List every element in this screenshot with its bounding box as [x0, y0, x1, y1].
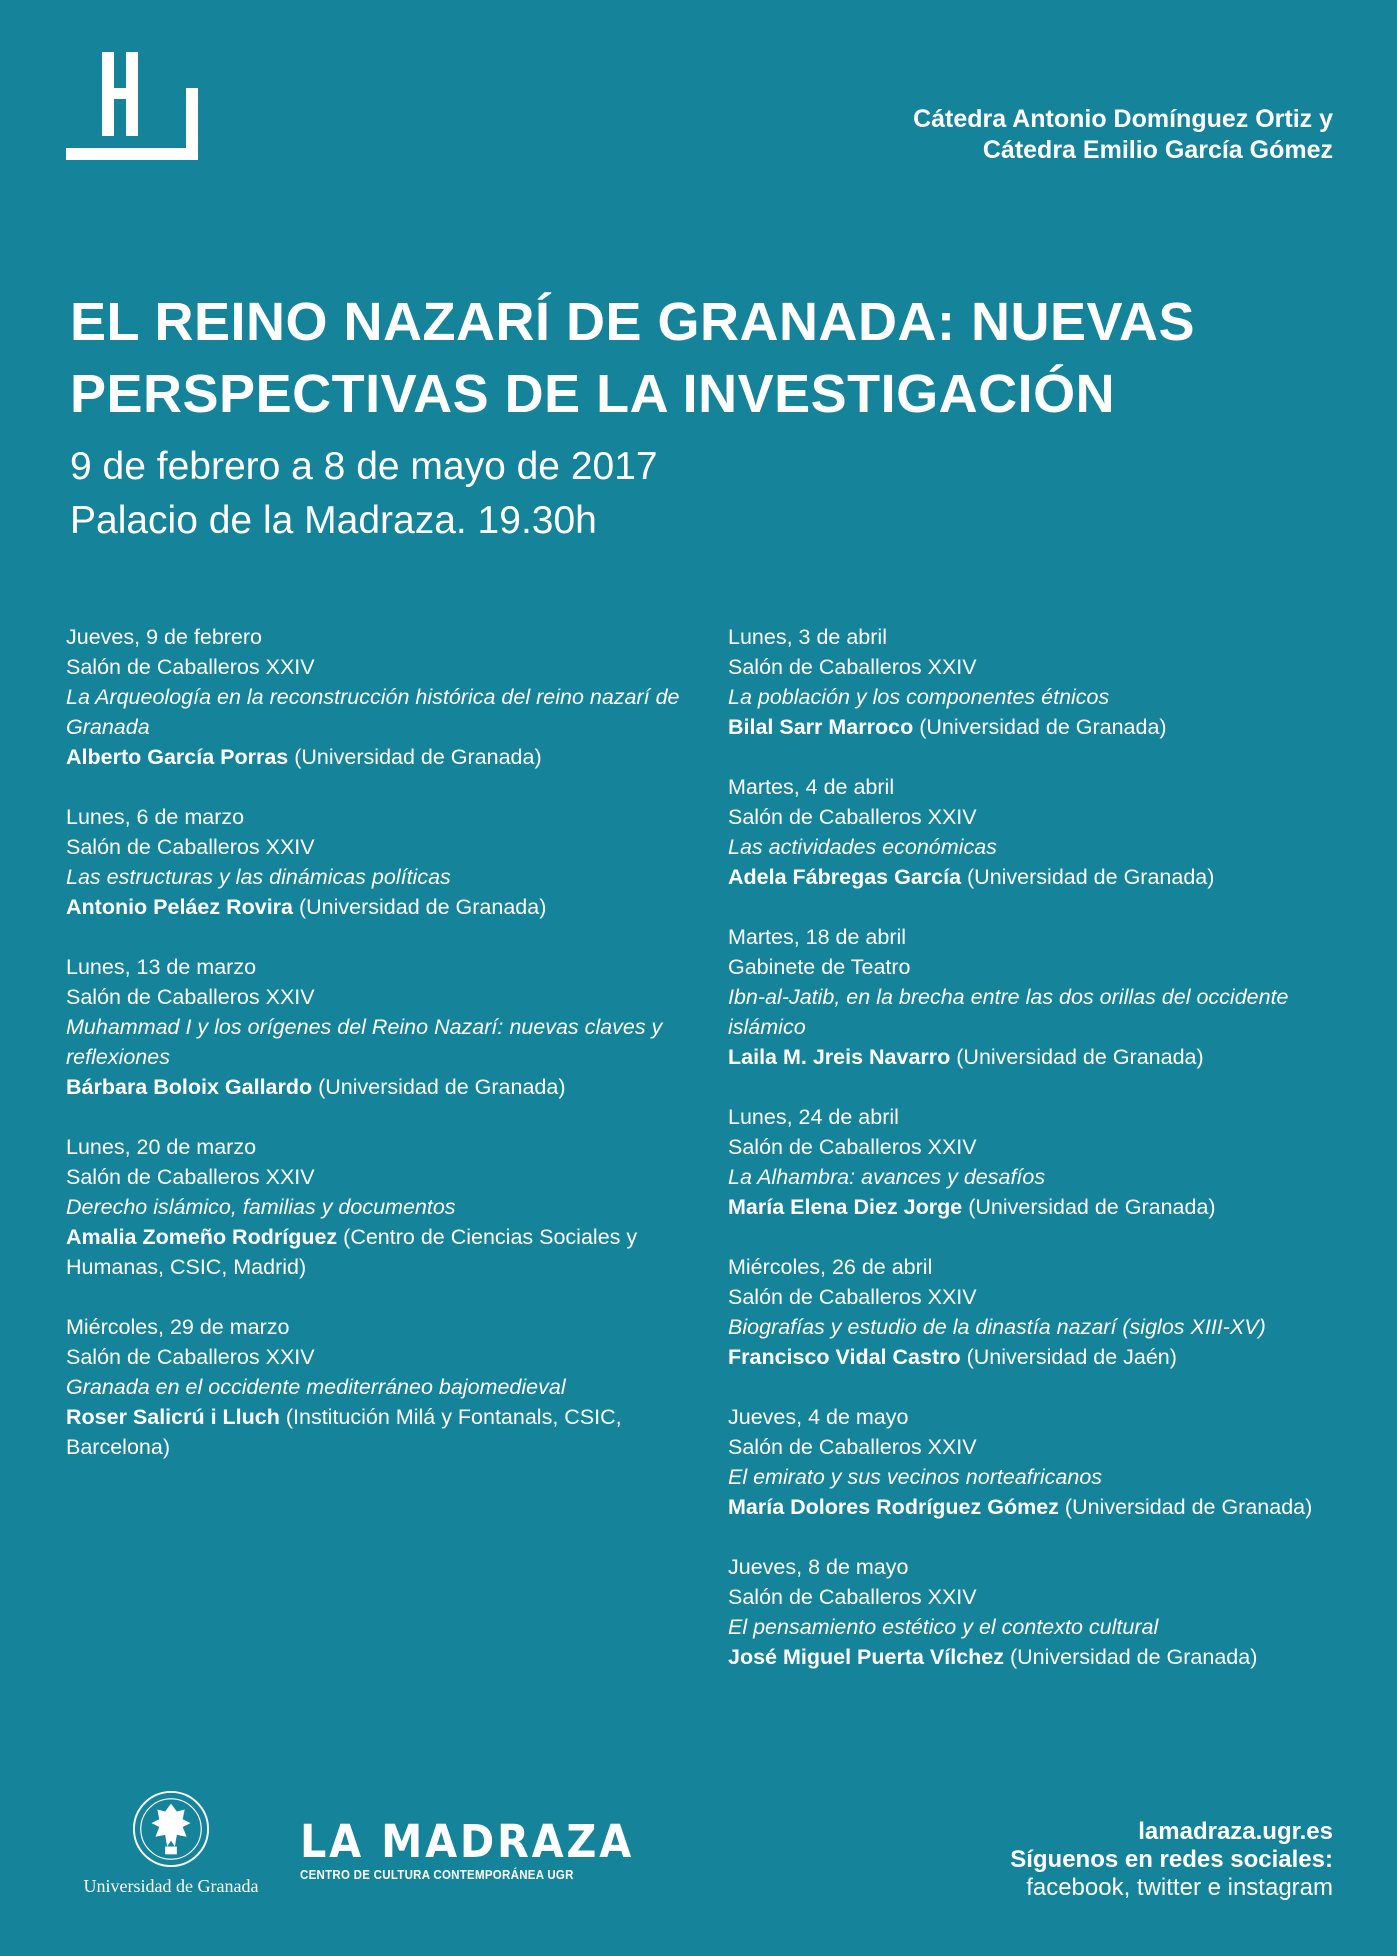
speaker-affiliation: (Universidad de Granada)	[956, 1045, 1204, 1069]
speaker-name: Amalia Zomeño Rodríguez	[66, 1225, 338, 1249]
event-topic: La población y los componentes étnicos	[728, 685, 1110, 709]
event-item	[728, 1252, 1348, 1372]
h-bracket-logo-icon	[66, 52, 198, 160]
event-item	[728, 1552, 1348, 1672]
event-room: Salón de Caballeros XXIV	[66, 655, 315, 679]
schedule-left-column	[66, 622, 686, 1492]
speaker-name: Roser Salicrú i Lluch	[66, 1405, 280, 1429]
event-item	[728, 622, 1348, 742]
website-link[interactable]: lamadraza.ugr.es	[1138, 1818, 1333, 1845]
speaker-name: Bilal Sarr Marroco	[728, 715, 914, 739]
event-item	[66, 802, 686, 922]
event-item	[728, 922, 1348, 1072]
university-name: Universidad de Granada	[83, 1876, 259, 1896]
event-speaker-line	[728, 1492, 1348, 1522]
speaker-name: María Elena Diez Jorge	[728, 1195, 963, 1219]
event-room: Salón de Caballeros XXIV	[66, 1345, 315, 1369]
speaker-affiliation: (Institución Milá y Fontanals, CSIC, Barcelona)	[66, 1405, 622, 1459]
event-topic: La Arqueología en la reconstrucción histórica del reino nazarí de Granada	[66, 685, 680, 739]
speaker-affiliation: (Universidad de Granada)	[1064, 1495, 1313, 1519]
madraza-tagline: CENTRO DE CULTURA CONTEMPORÁNEA UGR	[300, 1868, 574, 1882]
contact-block	[1010, 1818, 1333, 1902]
date-range: 9 de febrero a 8 de mayo de 2017	[70, 445, 658, 488]
event-topic: Las estructuras y las dinámicas políticas	[66, 865, 451, 889]
event-item	[66, 952, 686, 1102]
event-speaker-line	[728, 1642, 1348, 1672]
event-room: Salón de Caballeros XXIV	[728, 1135, 977, 1159]
event-speaker-line	[728, 1342, 1348, 1372]
event-room: Salón de Caballeros XXIV	[66, 835, 315, 859]
event-topic: La Alhambra: avances y desafíos	[728, 1165, 1046, 1189]
event-item	[66, 1132, 686, 1282]
event-speaker-line	[66, 1402, 686, 1462]
university-seal-icon	[132, 1790, 210, 1868]
speaker-name: Bárbara Boloix Gallardo	[66, 1075, 313, 1099]
event-speaker-line	[728, 1042, 1348, 1072]
speaker-affiliation: (Universidad de Granada)	[968, 1195, 1216, 1219]
event-item	[728, 772, 1348, 892]
event-item	[66, 1312, 686, 1462]
speaker-name: Antonio Peláez Rovira	[66, 895, 293, 919]
social-list: facebook, twitter e instagram	[1026, 1874, 1333, 1901]
event-date: Jueves, 8 de mayo	[728, 1555, 909, 1579]
event-room: Gabinete de Teatro	[728, 955, 911, 979]
event-topic: Derecho islámico, familias y documentos	[66, 1195, 456, 1219]
speaker-name: Francisco Vidal Castro	[728, 1345, 961, 1369]
event-date: Miércoles, 29 de marzo	[66, 1315, 290, 1339]
event-room: Salón de Caballeros XXIV	[66, 1165, 315, 1189]
speaker-affiliation: (Universidad de Granada)	[318, 1075, 566, 1099]
social-heading: Síguenos en redes sociales:	[1010, 1846, 1333, 1873]
event-subtitle	[70, 440, 658, 548]
event-room: Salón de Caballeros XXIV	[728, 655, 977, 679]
event-date: Lunes, 13 de marzo	[66, 955, 257, 979]
event-room: Salón de Caballeros XXIV	[728, 1585, 977, 1609]
event-date: Jueves, 4 de mayo	[728, 1405, 909, 1429]
event-date: Martes, 4 de abril	[728, 775, 895, 799]
speaker-name: Adela Fábregas García	[728, 865, 962, 889]
event-date: Jueves, 9 de febrero	[66, 625, 263, 649]
title-line-2: PERSPECTIVAS DE LA INVESTIGACIÓN	[70, 364, 1116, 424]
university-logo	[66, 1790, 276, 1897]
event-date: Lunes, 3 de abril	[728, 625, 887, 649]
speaker-affiliation: (Universidad de Granada)	[298, 895, 547, 919]
speaker-name: María Dolores Rodríguez Gómez	[728, 1495, 1059, 1519]
event-speaker-line	[728, 862, 1348, 892]
speaker-affiliation: (Universidad de Granada)	[919, 715, 1167, 739]
event-room: Salón de Caballeros XXIV	[728, 1285, 977, 1309]
event-date: Lunes, 6 de marzo	[66, 805, 245, 829]
speaker-affiliation: (Universidad de Jaén)	[966, 1345, 1177, 1369]
event-date: Lunes, 20 de marzo	[66, 1135, 257, 1159]
event-speaker-line	[66, 1222, 686, 1282]
event-topic: Las actividades económicas	[728, 835, 997, 859]
page-title	[70, 286, 1330, 430]
event-topic: Ibn-al-Jatib, en la brecha entre las dos orillas del occidente islámico	[728, 985, 1289, 1039]
event-room: Salón de Caballeros XXIV	[728, 805, 977, 829]
event-item	[728, 1402, 1348, 1522]
event-item	[66, 622, 686, 772]
speaker-affiliation: (Universidad de Granada)	[1010, 1645, 1258, 1669]
madraza-name: LA MADRAZA	[300, 1815, 635, 1868]
organizers	[913, 104, 1333, 166]
event-item	[728, 1102, 1348, 1222]
event-speaker-line	[728, 1192, 1348, 1222]
la-madraza-logo	[300, 1815, 663, 1882]
event-speaker-line	[66, 892, 686, 922]
event-date: Miércoles, 26 de abril	[728, 1255, 933, 1279]
speaker-affiliation: (Centro de Ciencias Sociales y Humanas, CSIC, Madrid)	[66, 1225, 638, 1279]
venue-time: Palacio de la Madraza. 19.30h	[70, 499, 597, 542]
event-speaker-line	[66, 1072, 686, 1102]
speaker-name: Laila M. Jreis Navarro	[728, 1045, 951, 1069]
event-date: Lunes, 24 de abril	[728, 1105, 899, 1129]
speaker-name: José Miguel Puerta Vílchez	[728, 1645, 1005, 1669]
speaker-affiliation: (Universidad de Granada)	[967, 865, 1215, 889]
event-room: Salón de Caballeros XXIV	[66, 985, 315, 1009]
organizer-line-2: Cátedra Emilio García Gómez	[982, 136, 1333, 164]
event-topic: El emirato y sus vecinos norteafricanos	[728, 1465, 1103, 1489]
speaker-affiliation: (Universidad de Granada)	[294, 745, 542, 769]
event-topic: El pensamiento estético y el contexto cultural	[728, 1615, 1159, 1639]
event-date: Martes, 18 de abril	[728, 925, 907, 949]
event-topic: Muhammad I y los orígenes del Reino Nazarí: nuevas claves y reflexiones	[66, 1015, 663, 1069]
event-topic: Granada en el occidente mediterráneo bajomedieval	[66, 1375, 566, 1399]
title-line-1: EL REINO NAZARÍ DE GRANADA: NUEVAS	[70, 292, 1196, 352]
event-room: Salón de Caballeros XXIV	[728, 1435, 977, 1459]
speaker-name: Alberto García Porras	[66, 745, 289, 769]
schedule-right-column	[728, 622, 1348, 1702]
event-speaker-line	[66, 742, 686, 772]
organizer-line-1: Cátedra Antonio Domínguez Ortiz y	[913, 105, 1333, 133]
event-topic: Biografías y estudio de la dinastía nazarí (siglos XIII-XV)	[728, 1315, 1266, 1339]
event-speaker-line	[728, 712, 1348, 742]
